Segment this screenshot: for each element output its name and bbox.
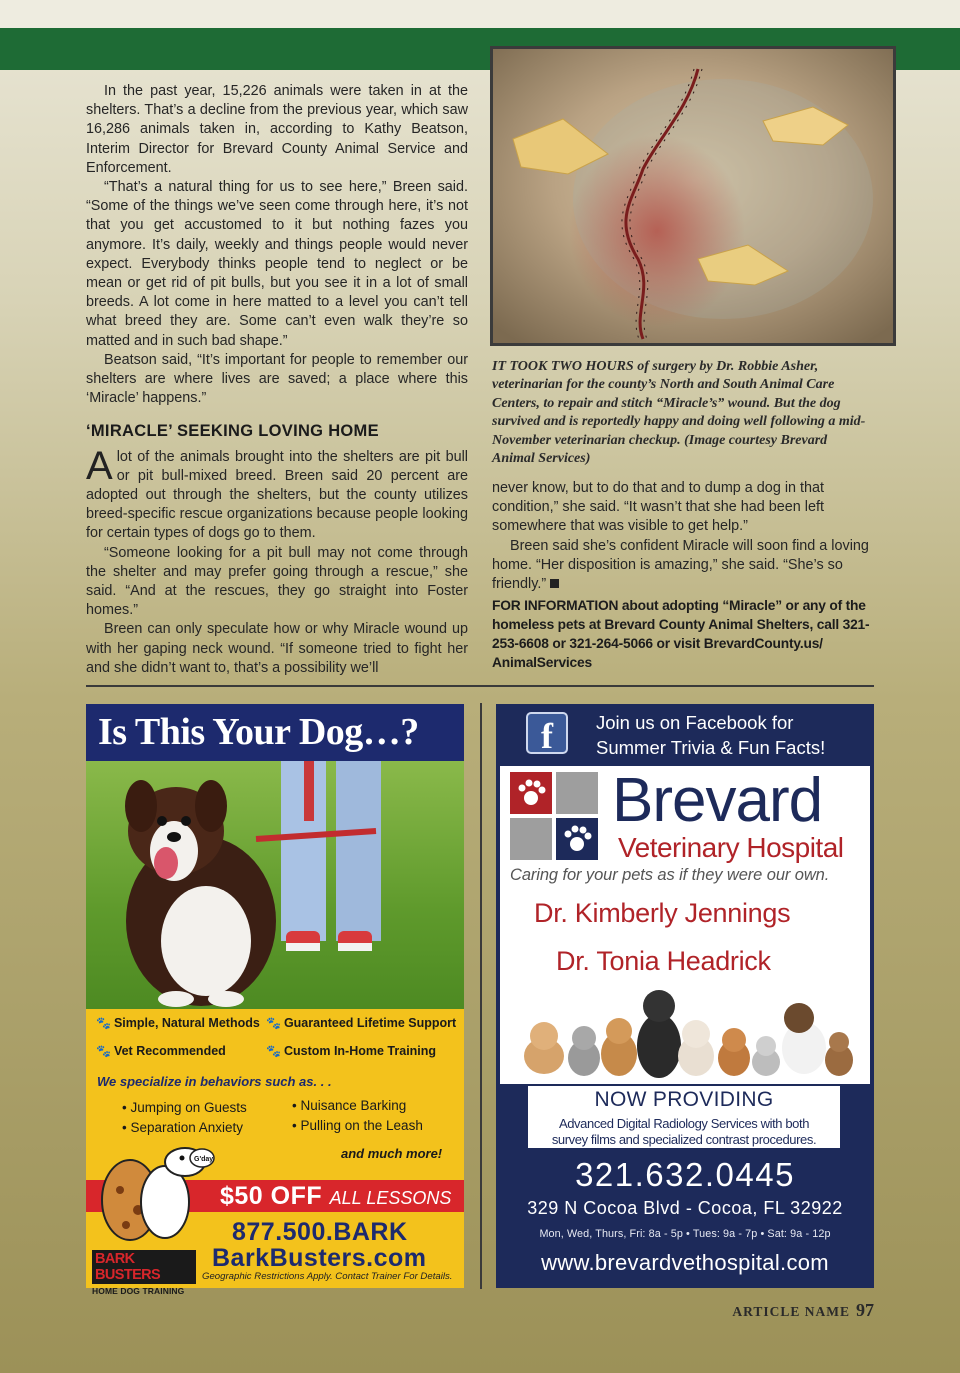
feature-item: 🐾 Guaranteed Lifetime Support	[266, 1016, 457, 1030]
doctor-name: Dr. Tonia Headrick	[556, 946, 771, 976]
paw-icon: 🐾	[266, 1044, 281, 1058]
ad-website[interactable]: BarkBusters.com	[212, 1244, 427, 1272]
hospital-tagline: Caring for your pets as if they were our own.	[510, 866, 830, 884]
article-paragraph: “Someone looking for a pit bull may not come through the shelter and may prefer going through a rescue,” she said. “And at the rescues, they go straight into Foster homes.”	[86, 544, 468, 619]
list-item: • Nuisance Barking	[292, 1098, 407, 1113]
hospital-address: 329 N Cocoa Blvd - Cocoa, FL 32922	[527, 1198, 843, 1218]
page-footer	[732, 1300, 874, 1321]
behavior-list-right	[292, 1096, 423, 1136]
hospital-hours: Mon, Wed, Thurs, Fri: 8a - 5p • Tues: 9a - 7p • Sat: 9a - 12p	[539, 1228, 831, 1240]
services-desc	[528, 1116, 840, 1148]
pets-group-illustration	[514, 976, 858, 1082]
feature-item: 🐾 Vet Recommended	[96, 1044, 226, 1058]
closing-text: Breen said she’s confident Miracle will soon find a loving home. “Her disposition is amazing,” she said. “She’s so friendly.”	[492, 537, 869, 593]
hospital-name: Brevard	[612, 766, 823, 835]
caption-text: of surgery by Dr. Robbie Asher, veterinarian for the county’s North and South Animal Care Centers, to repair and stitch “Miracle’s” wound. But the dog survived and is reportedly happy and doing well following a mid-November veterinarian checkup. (Image courtesy Brevard Animal Services)	[492, 359, 866, 467]
feature-item: 🐾 Simple, Natural Methods	[96, 1016, 260, 1030]
list-item: • Pulling on the Leash	[292, 1118, 423, 1133]
drop-cap: A	[86, 443, 113, 488]
more-text: and much more!	[341, 1146, 443, 1161]
article-paragraph	[86, 443, 468, 544]
feature-item: 🐾 Custom In-Home Training	[266, 1044, 437, 1058]
article-column-left	[86, 82, 468, 678]
paw-icon: 🐾	[96, 1016, 111, 1030]
article-photo	[490, 46, 896, 346]
hospital-phone[interactable]: 321.632.0445	[575, 1156, 795, 1193]
article-column-right	[492, 479, 872, 672]
specialize-heading: We specialize in behaviors such as. . .	[97, 1074, 332, 1089]
article-paragraph: In the past year, 15,226 animals were taken in at the shelters. That’s a decline from the previous year, which saw 16,286 animals taken in, according to Kathy Beatson, Interim Director for Brevard County Animal Service and Enforcement.	[86, 83, 468, 176]
wound-photo-illustration	[493, 49, 893, 343]
section-first-text: lot of the animals brought into the shelters are pit bull or pit bull-mixed breed. Breen said 20 percent are adopted out through the shelters, but the county utilizes breed-specific rescue organizations because people looking for certain types of dogs go to them.	[86, 448, 468, 542]
facebook-promo	[596, 710, 825, 760]
service-line: survey films and specialized contrast procedures.	[551, 1132, 817, 1147]
barkbusters-ad[interactable]	[86, 704, 464, 1296]
logo-sub: HOME DOG TRAINING	[92, 1286, 185, 1296]
article-paragraph	[492, 537, 872, 595]
hospital-website[interactable]: www.brevardvethospital.com	[541, 1250, 829, 1275]
page-number: 97	[856, 1300, 874, 1320]
section-divider	[86, 685, 874, 687]
footer-article-name: ARTICLE NAME	[732, 1304, 850, 1319]
fine-print: Geographic Restrictions Apply. Contact Trainer For Details.	[202, 1271, 453, 1282]
caption-lead: IT TOOK TWO HOURS	[492, 359, 634, 374]
list-item: • Separation Anxiety	[122, 1120, 244, 1135]
article-paragraph: Breen can only speculate how or why Miracle wound up with her gaping neck wound. “If someone tried to fight her and she didn’t want to, that’s a possibility we’ll	[86, 621, 468, 676]
page-top-band	[0, 0, 960, 28]
dog-photo	[86, 761, 464, 1009]
paw-icon: 🐾	[266, 1016, 281, 1030]
article-subhead: ‘MIRACLE’ SEEKING LOVING HOME	[86, 422, 379, 441]
dog-illustration	[86, 761, 464, 1009]
offer-text: $50 OFF ALL LESSONS	[220, 1182, 452, 1210]
gday-bubble: G'day	[194, 1156, 214, 1163]
service-line: Advanced Digital Radiology Services with both	[558, 1116, 810, 1131]
paw-icon: 🐾	[96, 1044, 111, 1058]
article-paragraph: “That’s a natural thing for us to see here,” Breen said. “Some of the things we’ve seen come through here, it’s not that you get accustomed to it but nothing fazes you anymore. It’s daily, weekly and things people would never expect. Everybody thinks people tend to neglect or be mean or get rid of pit bulls, but you see it in a lot of small breeds. A lot come in here matted to a level you can’t tell what breed they are. Some can’t even walk they’re so matted and in such bad shape.”	[86, 179, 468, 349]
facebook-line: Join us on Facebook for	[596, 712, 794, 733]
services-box	[526, 1084, 842, 1150]
paw-logo-icon	[510, 772, 598, 860]
ad-phone[interactable]: 877.500.BARK	[232, 1218, 408, 1246]
cartoon-dogs-icon	[90, 1140, 220, 1250]
photo-caption	[492, 358, 872, 468]
brevard-vet-ad[interactable]	[496, 704, 874, 1288]
logo-name: BARK BUSTERS	[92, 1250, 196, 1284]
ad-headline: Is This Your Dog…?	[86, 704, 464, 761]
now-providing: NOW PROVIDING	[594, 1088, 774, 1111]
barkbusters-logo	[92, 1250, 196, 1296]
ad-divider	[480, 703, 482, 1289]
doctor-name: Dr. Kimberly Jennings	[534, 898, 791, 928]
info-blurb: FOR INFORMATION about adopting “Miracle” or any of the homeless pets at Brevard County Animal Shelters, call 321-253-6608 or 321-264-5066 or visit BrevardCounty.us/ AnimalServices	[492, 598, 870, 671]
hospital-subtitle: Veterinary Hospital	[618, 832, 844, 863]
list-item: • Jumping on Guests	[122, 1100, 247, 1115]
facebook-line: Summer Trivia & Fun Facts!	[596, 737, 826, 758]
behavior-list-left	[122, 1098, 247, 1138]
facebook-icon[interactable]: f	[526, 712, 568, 754]
article-paragraph: never know, but to do that and to dump a dog in that condition,” she said. “It wasn’t that she had been left somewhere that was visible to get help.”	[492, 480, 825, 535]
article-paragraph: Beatson said, “It’s important for people to remember our shelters are where lives are saved; a place where this ‘Miracle’ happens.”	[86, 351, 468, 407]
end-mark-icon	[550, 579, 559, 588]
